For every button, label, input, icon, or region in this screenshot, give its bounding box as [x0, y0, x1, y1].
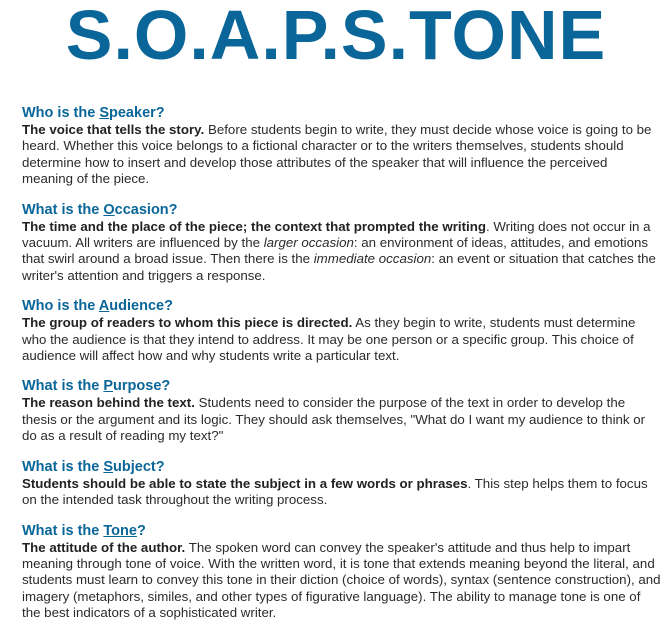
heading-key-letter: Tone	[103, 522, 137, 539]
section-audience	[22, 298, 662, 364]
lead-sentence: The group of readers to whom this piece is directed.	[22, 315, 353, 331]
section-body	[22, 476, 662, 509]
section-tone	[22, 523, 662, 622]
body-text: As they begin to write, students must determine who the audience is that they intend to address. It may be one person or a specific group. This choice of audience will affect how and why students write a particular text.	[22, 315, 636, 364]
heading-prefix: Who is the	[22, 105, 100, 121]
heading-key-letter: A	[98, 298, 110, 315]
heading-suffix: ubject?	[113, 458, 165, 475]
section-body	[22, 315, 662, 364]
body-text: . This step helps them to focus on the intended task throughout the writing process.	[22, 475, 648, 508]
emphasis-term: larger occasion	[263, 235, 354, 251]
heading-prefix: Who is the	[22, 298, 99, 315]
heading-prefix: What is the	[22, 522, 104, 539]
body-text: The spoken word can convey the speaker's attitude and thus help to impart meaning through tone of voice. With the written word, it is tone that extends meaning beyond the literal, and students must learn to convey this tone in their diction (choice of words), syntax (sentence construction), and imagery (metaphors, similes, and other types of figurative language). The ability to manage tone is one of the best indicators of a sophisticated writer.	[22, 539, 661, 621]
section-body	[22, 122, 662, 188]
heading-key-letter: O	[103, 201, 115, 218]
section-heading	[22, 298, 662, 315]
section-body	[22, 395, 662, 444]
sections-list	[22, 105, 662, 636]
section-speaker	[22, 105, 662, 188]
heading-key-letter: S	[99, 105, 110, 121]
heading-suffix: ?	[136, 522, 146, 539]
heading-prefix: What is the	[22, 378, 104, 395]
heading-prefix: What is the	[22, 458, 104, 475]
body-text: : an environment of ideas, attitudes, and emotions that swirl around a broad issue. Then there is the	[22, 235, 649, 267]
section-body	[22, 540, 662, 622]
heading-key-letter: S	[103, 458, 114, 475]
section-heading	[22, 105, 662, 122]
heading-suffix: ccasion?	[114, 201, 178, 218]
body-text: Students need to consider the purpose of the text in order to develop the thesis or the argument and its logic. They should ask themselves, "What do I want my audience to think or do as a result of reading my text?"	[22, 395, 646, 444]
body-text: Before students begin to write, they must decide whose voice is going to be heard. Whether this voice belongs to a fictional character or to the writers themselves, students should determine how to insert and develop those attributes of the speaker that will influence the perceived meaning of the piece.	[22, 122, 652, 187]
section-heading	[22, 378, 662, 395]
body-text: . Writing does not occur in a vacuum. All writers are influenced by the	[22, 218, 651, 251]
lead-sentence: The reason behind the text.	[22, 395, 195, 411]
lead-sentence: The voice that tells the story.	[22, 122, 205, 137]
heading-suffix: urpose?	[113, 378, 171, 395]
lead-sentence: Students should be able to state the subject in a few words or phrases	[22, 475, 468, 491]
emphasis-term: immediate occasion	[313, 251, 432, 267]
page-title: S.O.A.P.S.TONE	[65, 0, 607, 74]
heading-key-letter: P	[103, 378, 114, 395]
section-heading	[22, 523, 662, 540]
section-purpose	[22, 378, 662, 444]
section-heading	[22, 202, 662, 219]
heading-suffix: udience?	[109, 298, 173, 315]
lead-sentence: The attitude of the author.	[22, 539, 186, 555]
section-heading	[22, 459, 662, 476]
section-occasion	[22, 202, 662, 285]
heading-suffix: peaker?	[109, 105, 165, 121]
section-subject	[22, 459, 662, 509]
section-body	[22, 219, 662, 285]
body-text: : an event or situation that catches the writer's attention and triggers a response.	[22, 251, 656, 283]
lead-sentence: The time and the place of the piece; the context that prompted the writing	[22, 218, 486, 234]
heading-prefix: What is the	[22, 201, 104, 218]
